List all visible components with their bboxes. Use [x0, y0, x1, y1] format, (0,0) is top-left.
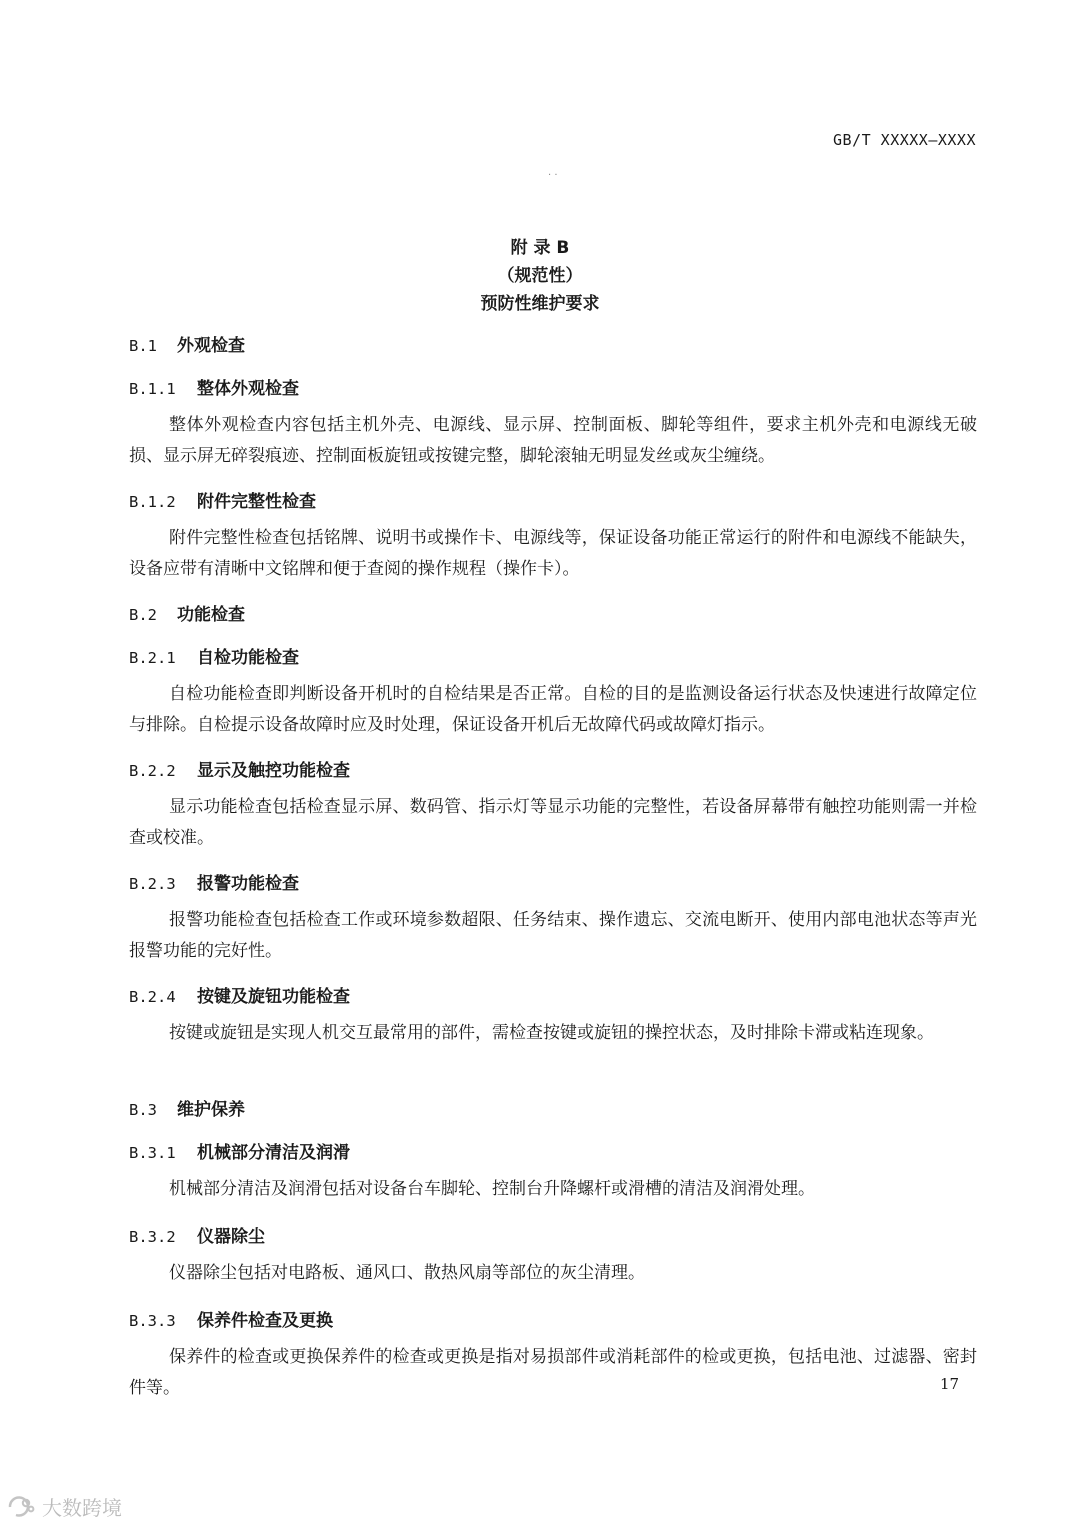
section-heading-b3 — [129, 1095, 245, 1120]
section-number: B.3.3 — [129, 1312, 176, 1330]
section-heading-b1 — [129, 331, 245, 356]
paragraph-b11: 整体外观检查内容包括主机外壳、电源线、显示屏、控制面板、脚轮等组件，要求主机外壳和电源线无破损、显示屏无碎裂痕迹、控制面板旋钮或按键完整，脚轮滚轴无明显发丝或灰尘缠绕。 — [129, 415, 977, 466]
annex-type: （规范性） — [497, 266, 583, 286]
section-number: B.1 — [129, 337, 157, 355]
section-number: B.2.1 — [129, 649, 176, 667]
section-heading-b23 — [129, 869, 299, 894]
page-number: 17 — [940, 1375, 960, 1393]
section-number: B.1.2 — [129, 493, 176, 511]
section-title: 整体外观检查 — [197, 379, 299, 399]
paragraph-b33: 保养件的检查或更换保养件的检查或更换是指对易损部件或消耗部件的检或更换，包括电池、过滤器、密封件等。 — [129, 1347, 977, 1398]
section-number: B.3.1 — [129, 1144, 176, 1162]
paragraph-b31: 机械部分清洁及润滑包括对设备台车脚轮、控制台升降螺杆或滑槽的清洁及润滑处理。 — [169, 1179, 815, 1199]
paragraph-b32: 仪器除尘包括对电路板、通风口、散热风扇等部位的灰尘清理。 — [169, 1263, 645, 1283]
section-heading-b22 — [129, 756, 350, 781]
section-heading-b24 — [129, 982, 350, 1007]
watermark-text: 大数跨境 — [42, 1496, 122, 1520]
watermark — [6, 1492, 122, 1521]
paragraph-b12: 附件完整性检查包括铭牌、说明书或操作卡、电源线等，保证设备功能正常运行的附件和电源线不能缺失，设备应带有清晰中文铭牌和便于查阅的操作规程（操作卡）。 — [129, 528, 977, 579]
section-heading-b33 — [129, 1306, 333, 1331]
annex-title: 附 录 B — [510, 238, 570, 258]
section-number: B.2.3 — [129, 875, 176, 893]
section-heading-b11 — [129, 374, 299, 399]
watermark-logo-icon — [6, 1494, 36, 1520]
section-title: 维护保养 — [177, 1100, 245, 1120]
section-heading-b2 — [129, 600, 245, 625]
section-title: 仪器除尘 — [197, 1227, 265, 1247]
section-title: 外观检查 — [177, 336, 245, 356]
section-number: B.2 — [129, 606, 157, 624]
section-number: B.2.4 — [129, 988, 176, 1006]
section-title: 保养件检查及更换 — [197, 1311, 333, 1331]
paragraph-b24: 按键或旋钮是实现人机交互最常用的部件，需检查按键或旋钮的操控状态，及时排除卡滞或粘连现象。 — [169, 1023, 934, 1043]
header-marks: · · — [548, 170, 558, 181]
section-number: B.1.1 — [129, 380, 176, 398]
section-heading-b21 — [129, 643, 299, 668]
paragraph-b21: 自检功能检查即判断设备开机时的自检结果是否正常。自检的目的是监测设备运行状态及快速进行故障定位与排除。自检提示设备故障时应及时处理，保证设备开机后无故障代码或故障灯指示。 — [129, 684, 977, 735]
section-title: 自检功能检查 — [197, 648, 299, 668]
paragraph-b23: 报警功能检查包括检查工作或环境参数超限、任务结束、操作遗忘、交流电断开、使用内部电池状态等声光报警功能的完好性。 — [129, 910, 977, 961]
paragraph-b22: 显示功能检查包括检查显示屏、数码管、指示灯等显示功能的完整性，若设备屏幕带有触控功能则需一并检查或校准。 — [129, 797, 977, 848]
section-title: 显示及触控功能检查 — [197, 761, 350, 781]
section-heading-b12 — [129, 487, 316, 512]
section-heading-b31 — [129, 1138, 350, 1163]
section-title: 机械部分清洁及润滑 — [197, 1143, 350, 1163]
section-number: B.2.2 — [129, 762, 176, 780]
section-number: B.3.2 — [129, 1228, 176, 1246]
section-title: 按键及旋钮功能检查 — [197, 987, 350, 1007]
document-number: GB/T XXXXX—XXXX — [833, 131, 976, 149]
section-heading-b32 — [129, 1222, 265, 1247]
section-title: 功能检查 — [177, 605, 245, 625]
section-title: 附件完整性检查 — [197, 492, 316, 512]
section-number: B.3 — [129, 1101, 157, 1119]
section-title: 报警功能检查 — [197, 874, 299, 894]
annex-name: 预防性维护要求 — [480, 294, 600, 314]
